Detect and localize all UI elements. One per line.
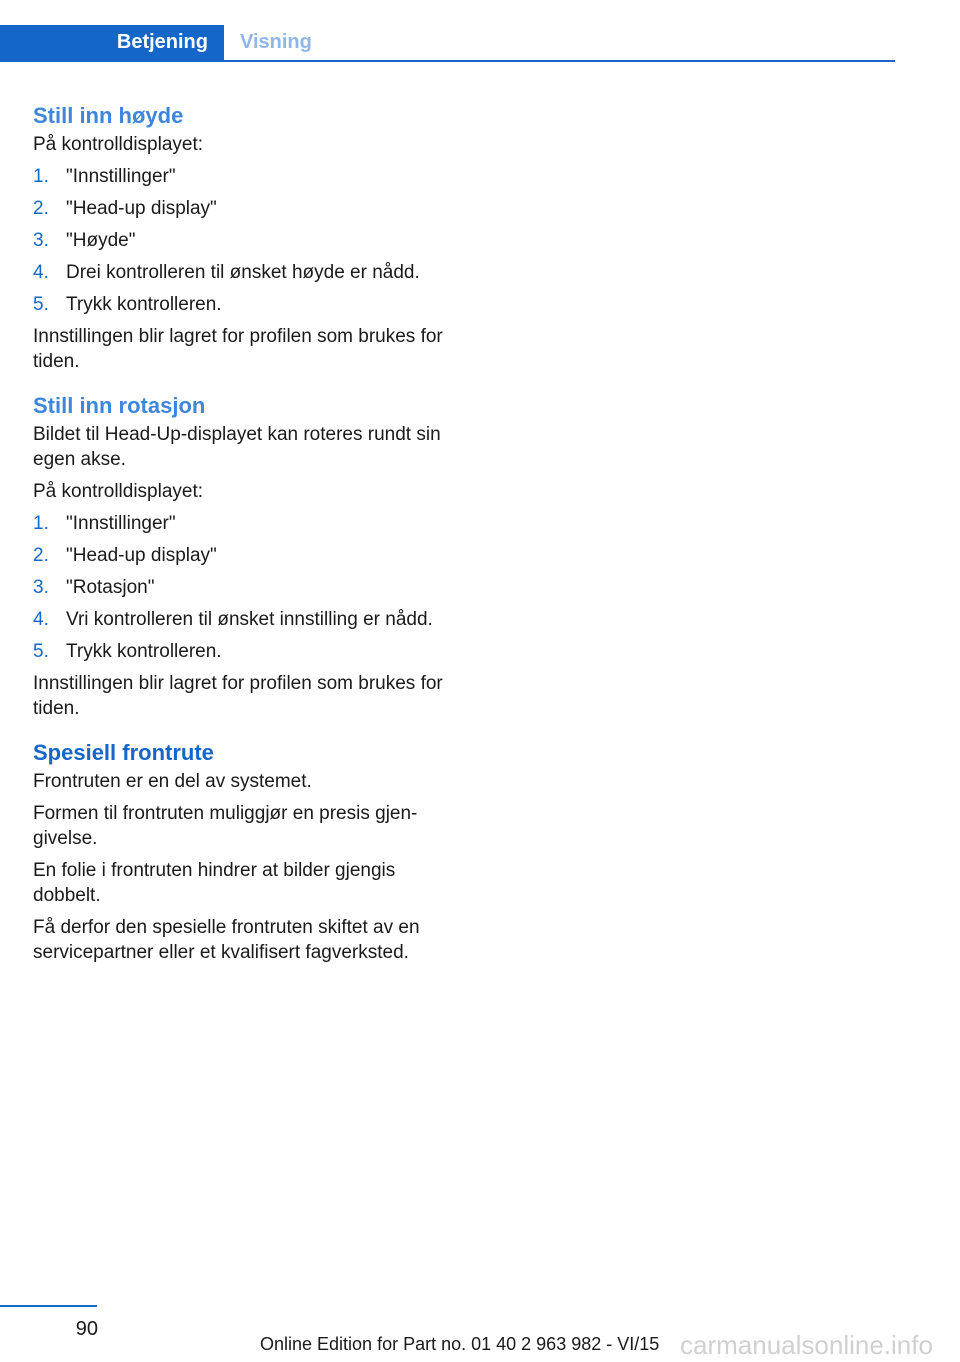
height-steps-list [33,164,443,317]
windshield-paragraph: Formen til frontruten muliggjør en presis gjengivelse. [33,803,418,849]
step-text: "Head-up display" [66,198,217,219]
tab-betjening[interactable] [0,25,224,60]
main-content [33,100,443,972]
watermark: carmanualsonline.info [680,1330,933,1360]
windshield-paragraph: Få derfor den spesielle frontruten skiftet av en servicepartner eller et kvalifisert fagverksted. [33,917,420,963]
step-number: 2. [33,198,49,219]
step-number: 4. [33,262,49,283]
windshield-paragraph: En folie i frontruten hindrer at bilder gjengis dobbelt. [33,860,396,906]
step-text: Drei kontrolleren til ønsket høyde er nådd. [66,262,420,283]
rotation-steps-list [33,511,443,664]
tab-betjening-label: Betjening [116,31,208,53]
step-number: 1. [33,166,49,187]
step-text: Trykk kontrolleren. [66,641,222,662]
step-number: 3. [33,230,49,251]
list-item [33,607,443,632]
step-text: Trykk kontrolleren. [66,294,222,315]
list-item [33,511,443,536]
section-rotation [33,390,443,721]
section-rotation-outro: Innstillingen blir lagret for profilen som brukes for tiden. [33,673,443,719]
step-text: "Rotasjon" [66,577,155,598]
section-height [33,100,443,374]
step-number: 2. [33,545,49,566]
step-text: Vri kontrolleren til ønsket innstilling er nådd. [66,609,433,630]
list-item [33,639,443,664]
list-item [33,292,443,317]
list-item [33,260,443,285]
section-rotation-intro: På kontrolldisplayet: [33,481,204,502]
edition-note: Online Edition for Part no. 01 40 2 963 982 - VI/15 [260,1334,660,1354]
header-divider [0,60,895,62]
footer-divider [0,1305,97,1307]
section-height-outro: Innstillingen blir lagret for profilen som brukes for tiden. [33,326,443,372]
section-windshield-title: Spesiell frontrute [33,740,214,765]
section-windshield [33,737,443,965]
step-number: 3. [33,577,49,598]
list-item [33,196,443,221]
list-item [33,164,443,189]
windshield-paragraph: Frontruten er en del av systemet. [33,771,312,792]
section-rotation-title: Still inn rotasjon [33,393,206,418]
header-tabbar [0,25,895,62]
list-item [33,228,443,253]
step-number: 5. [33,641,49,662]
step-number: 4. [33,609,49,630]
tab-visning[interactable] [240,25,312,60]
tab-visning-label: Visning [240,31,312,53]
step-number: 1. [33,513,49,534]
step-text: "Høyde" [66,230,136,251]
step-text: "Innstillinger" [66,513,176,534]
list-item [33,575,443,600]
list-item [33,543,443,568]
page-number: 90 [75,1318,98,1340]
section-height-title: Still inn høyde [33,103,184,128]
section-rotation-desc: Bildet til Head-Up-displayet kan roteres rundt sin egen akse. [33,424,441,470]
step-text: "Head-up display" [66,545,217,566]
section-height-intro: På kontrolldisplayet: [33,134,204,155]
step-number: 5. [33,294,49,315]
step-text: "Innstillinger" [66,166,176,187]
